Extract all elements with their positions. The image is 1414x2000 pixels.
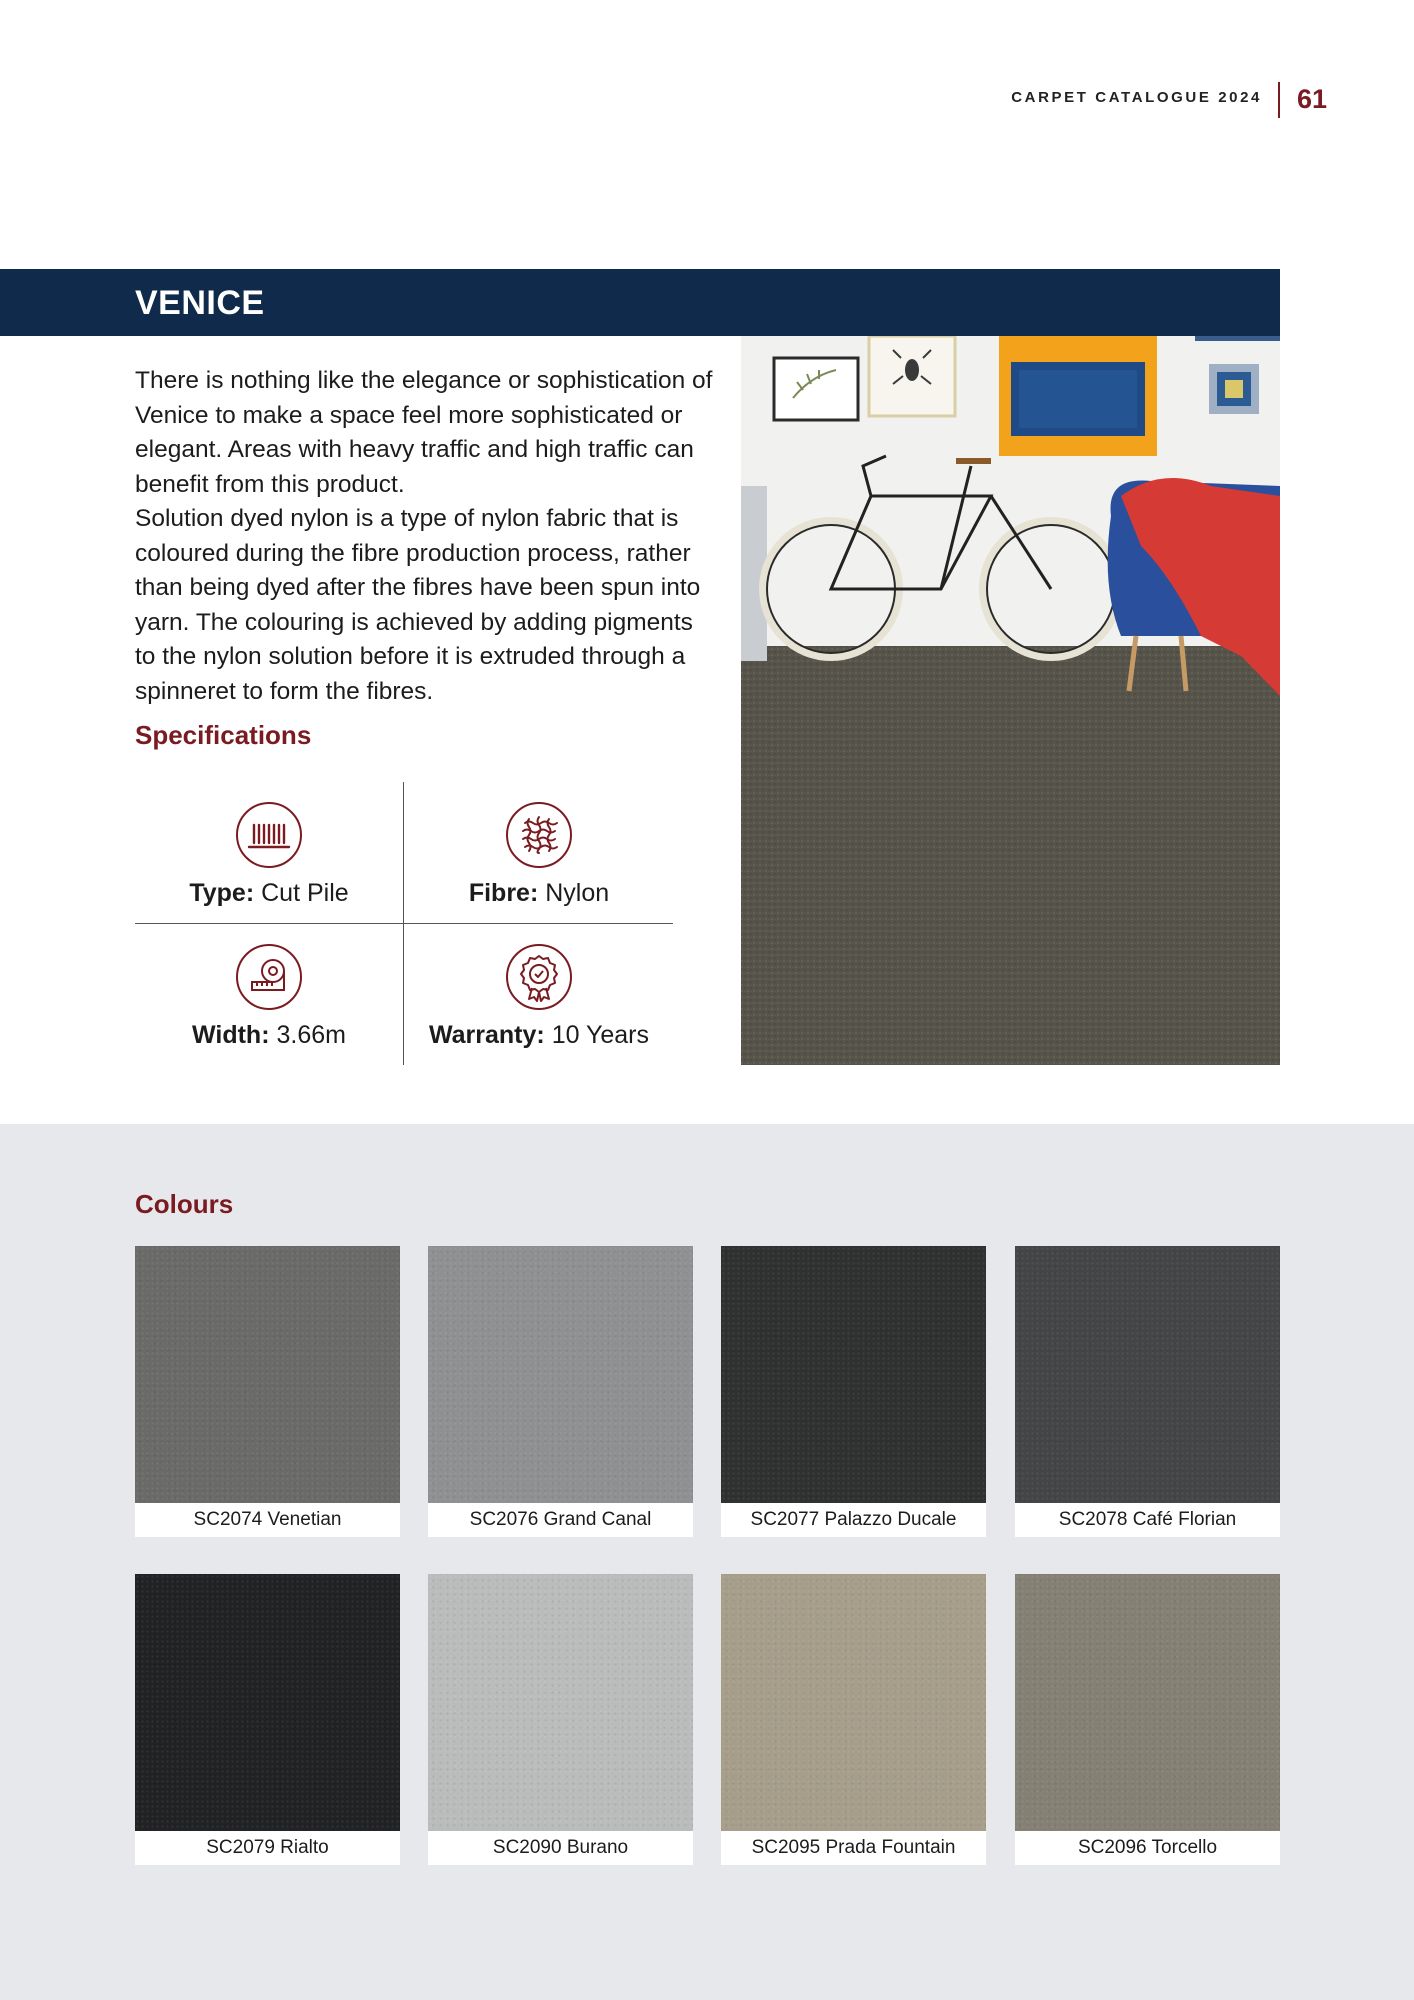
product-banner [0, 269, 1280, 336]
product-description [135, 364, 720, 709]
swatch-sample [428, 1574, 693, 1831]
colour-swatch[interactable] [721, 1246, 986, 1537]
product-title: VENICE [135, 284, 265, 322]
swatch-label: SC2077 Palazzo Ducale [721, 1503, 986, 1537]
warranty-badge-icon [505, 943, 573, 1011]
colour-swatch[interactable] [135, 1246, 400, 1537]
colour-swatch[interactable] [428, 1574, 693, 1865]
colour-swatch[interactable] [428, 1246, 693, 1537]
spec-grid-divider [135, 923, 673, 924]
swatch-label: SC2090 Burano [428, 1831, 693, 1865]
swatch-label: SC2096 Torcello [1015, 1831, 1280, 1865]
colour-swatch[interactable] [721, 1574, 986, 1865]
description-paragraph: Solution dyed nylon is a type of nylon fabric that is coloured during the fibre production process, rather than being dyed after the fibres have been spun into yarn. The colouring is achieved by adding pigments to the nylon solution before it is extruded through a spinneret to form the fibres. [135, 505, 701, 705]
fibre-weave-icon [505, 801, 573, 869]
cut-pile-icon [235, 801, 303, 869]
spec-value: 10 Years [551, 1021, 650, 1049]
page-number: 61 [1297, 84, 1328, 114]
description-paragraph: There is nothing like the elegance or sophistication of Venice to make a space feel more sophisticated or elegant. Areas with heavy traffic and high traffic can benefit from this product. [135, 367, 713, 498]
colour-swatch[interactable] [1015, 1246, 1280, 1537]
swatch-label: SC2079 Rialto [135, 1831, 400, 1865]
colours-heading: Colours [135, 1189, 234, 1219]
colour-swatch[interactable] [1015, 1574, 1280, 1865]
colours-section [0, 1124, 1414, 2000]
specifications-heading: Specifications [135, 720, 312, 750]
spec-value: Cut Pile [261, 879, 349, 907]
spec-value: Nylon [545, 879, 610, 907]
swatch-sample [1015, 1574, 1280, 1831]
swatch-sample [721, 1246, 986, 1503]
spec-type [135, 801, 403, 908]
swatch-sample [135, 1246, 400, 1503]
spec-fibre [405, 801, 673, 908]
spec-label: Type: [189, 879, 255, 907]
swatch-sample [721, 1574, 986, 1831]
room-photo [741, 336, 1280, 1065]
swatch-label: SC2078 Café Florian [1015, 1503, 1280, 1537]
header-divider [1278, 82, 1280, 118]
swatch-sample [135, 1574, 400, 1831]
tape-measure-icon [235, 943, 303, 1011]
spec-label: Fibre: [468, 879, 539, 907]
swatch-label: SC2076 Grand Canal [428, 1503, 693, 1537]
carpet-floor [741, 646, 1280, 1065]
colour-swatch[interactable] [135, 1574, 400, 1865]
spec-width [135, 943, 403, 1050]
spec-warranty [405, 943, 673, 1050]
spec-label: Warranty: [428, 1021, 545, 1049]
spec-value: 3.66m [276, 1021, 346, 1049]
catalogue-title: CARPET CATALOGUE 2024 [1011, 89, 1262, 106]
swatch-label: SC2095 Prada Fountain [721, 1831, 986, 1865]
swatch-sample [1015, 1246, 1280, 1503]
spec-label: Width: [192, 1021, 270, 1049]
swatch-sample [428, 1246, 693, 1503]
swatch-label: SC2074 Venetian [135, 1503, 400, 1537]
